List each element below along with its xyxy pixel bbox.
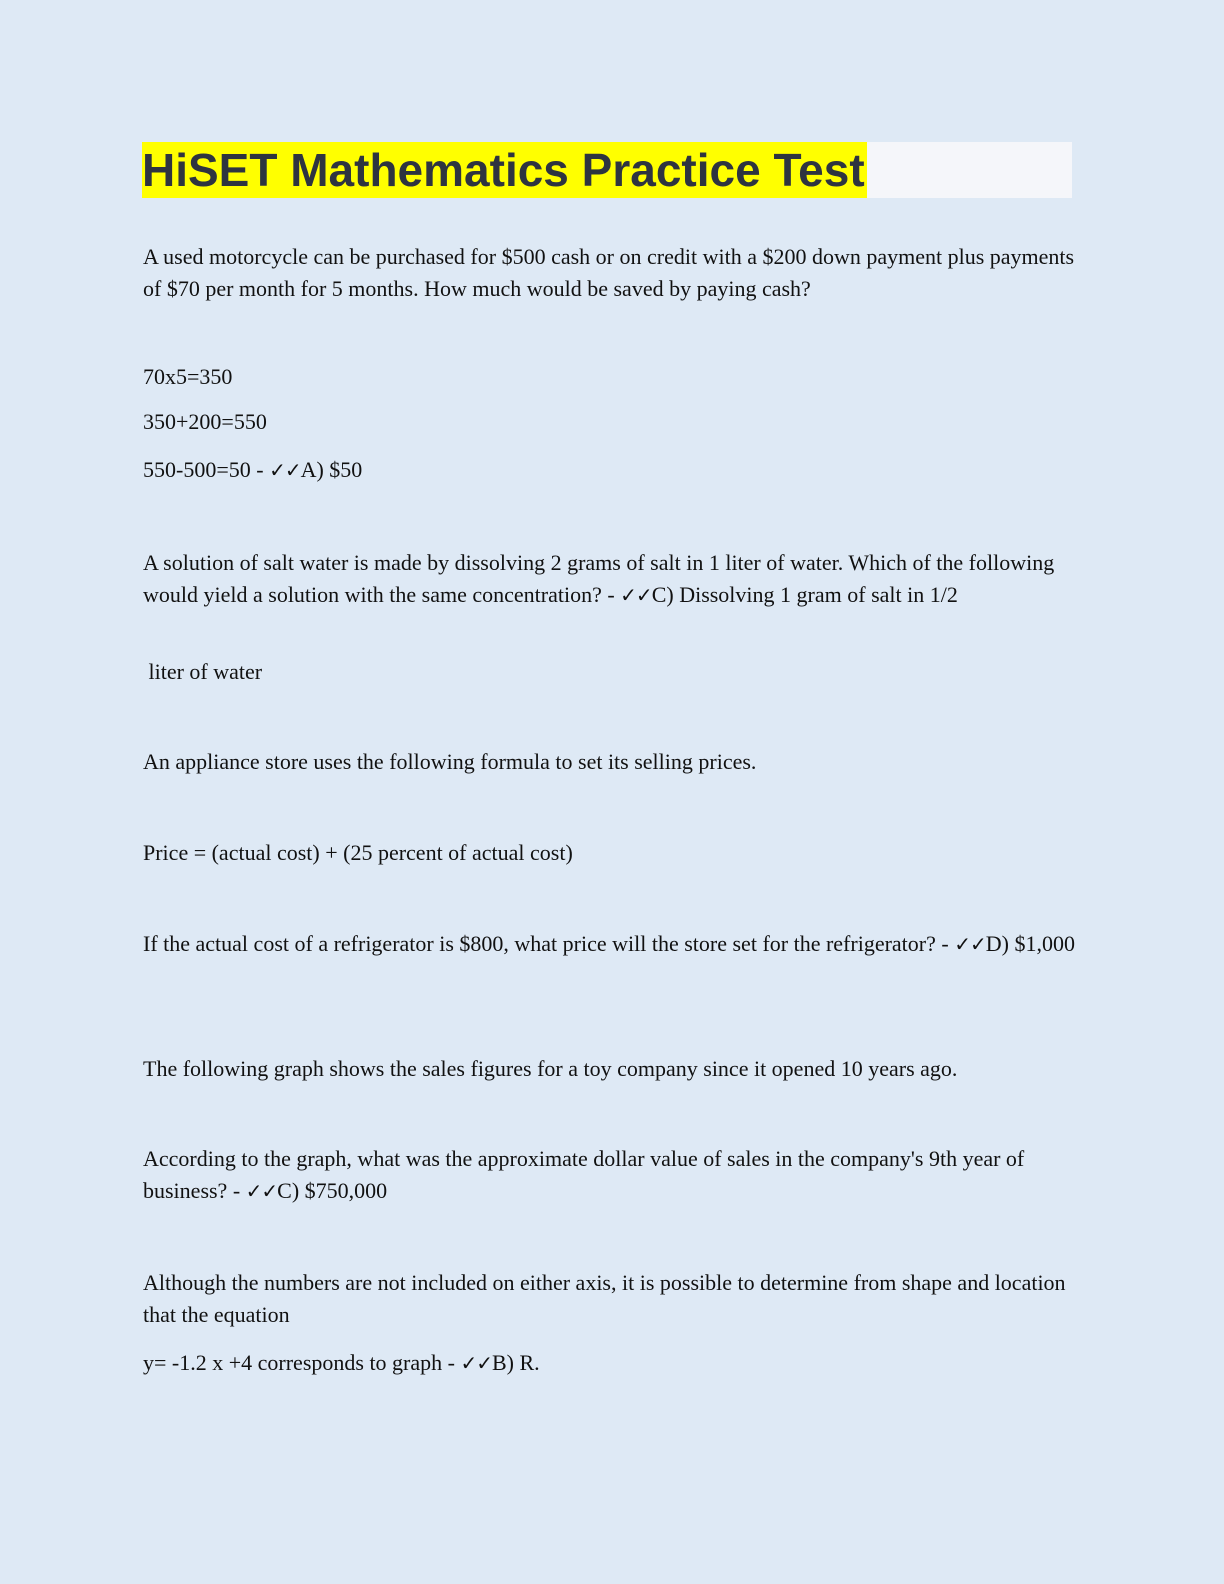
title-banner	[142, 142, 1072, 198]
q5-equation-text: y= -1.2 x +4 corresponds to graph -	[143, 1350, 461, 1375]
q5-answer: B) R.	[492, 1350, 540, 1375]
q1-answer: A) $50	[300, 457, 363, 482]
q1-work-line-3	[143, 454, 1078, 486]
q3-question-text: If the actual cost of a refrigerator is $800, what price will the store set for the refrigerator? -	[143, 931, 955, 956]
q5-question: Although the numbers are not included on either axis, it is possible to determine from shape and location that the equation	[143, 1270, 1066, 1327]
document-title: HiSET Mathematics Practice Test	[142, 144, 865, 196]
double-check-icon: ✓✓	[245, 1179, 278, 1203]
q1-question: A used motorcycle can be purchased for $500 cash or on credit with a $200 down payment plus payments of $70 per month for 5 months. How much would be saved by paying cash?	[143, 244, 1075, 301]
double-check-icon: ✓✓	[954, 932, 986, 956]
q1-work-line-1: 70x5=350	[143, 364, 233, 389]
q5-equation	[143, 1347, 1078, 1379]
q2-answer: C) Dissolving 1 gram of salt in 1/2	[651, 582, 958, 607]
q1-work-text: 550-500=50 -	[143, 457, 270, 482]
q3-answer: D) $1,000	[985, 931, 1075, 956]
q2-question-text: A solution of salt water is made by dissolving 2 grams of salt in 1 liter of water. Which of the following would yield a solution with the same concentration? -	[143, 550, 1055, 607]
q4-answer: C) $750,000	[277, 1178, 388, 1203]
q3-question	[143, 928, 1078, 960]
double-check-icon: ✓✓	[269, 458, 301, 482]
q4-question	[143, 1143, 1078, 1207]
q1-work-line-2: 350+200=550	[143, 409, 267, 434]
q2-question	[143, 547, 1078, 611]
double-check-icon: ✓✓	[460, 1351, 492, 1375]
q3-intro: An appliance store uses the following formula to set its selling prices.	[143, 749, 757, 774]
double-check-icon: ✓✓	[620, 583, 652, 607]
q3-formula: Price = (actual cost) + (25 percent of actual cost)	[143, 840, 573, 865]
q4-intro: The following graph shows the sales figures for a toy company since it opened 10 years ago.	[143, 1056, 958, 1081]
q4-question-text: According to the graph, what was the approximate dollar value of sales in the company's 9th year of business? -	[143, 1146, 1025, 1203]
q2-answer-continued: liter of water	[143, 659, 263, 684]
